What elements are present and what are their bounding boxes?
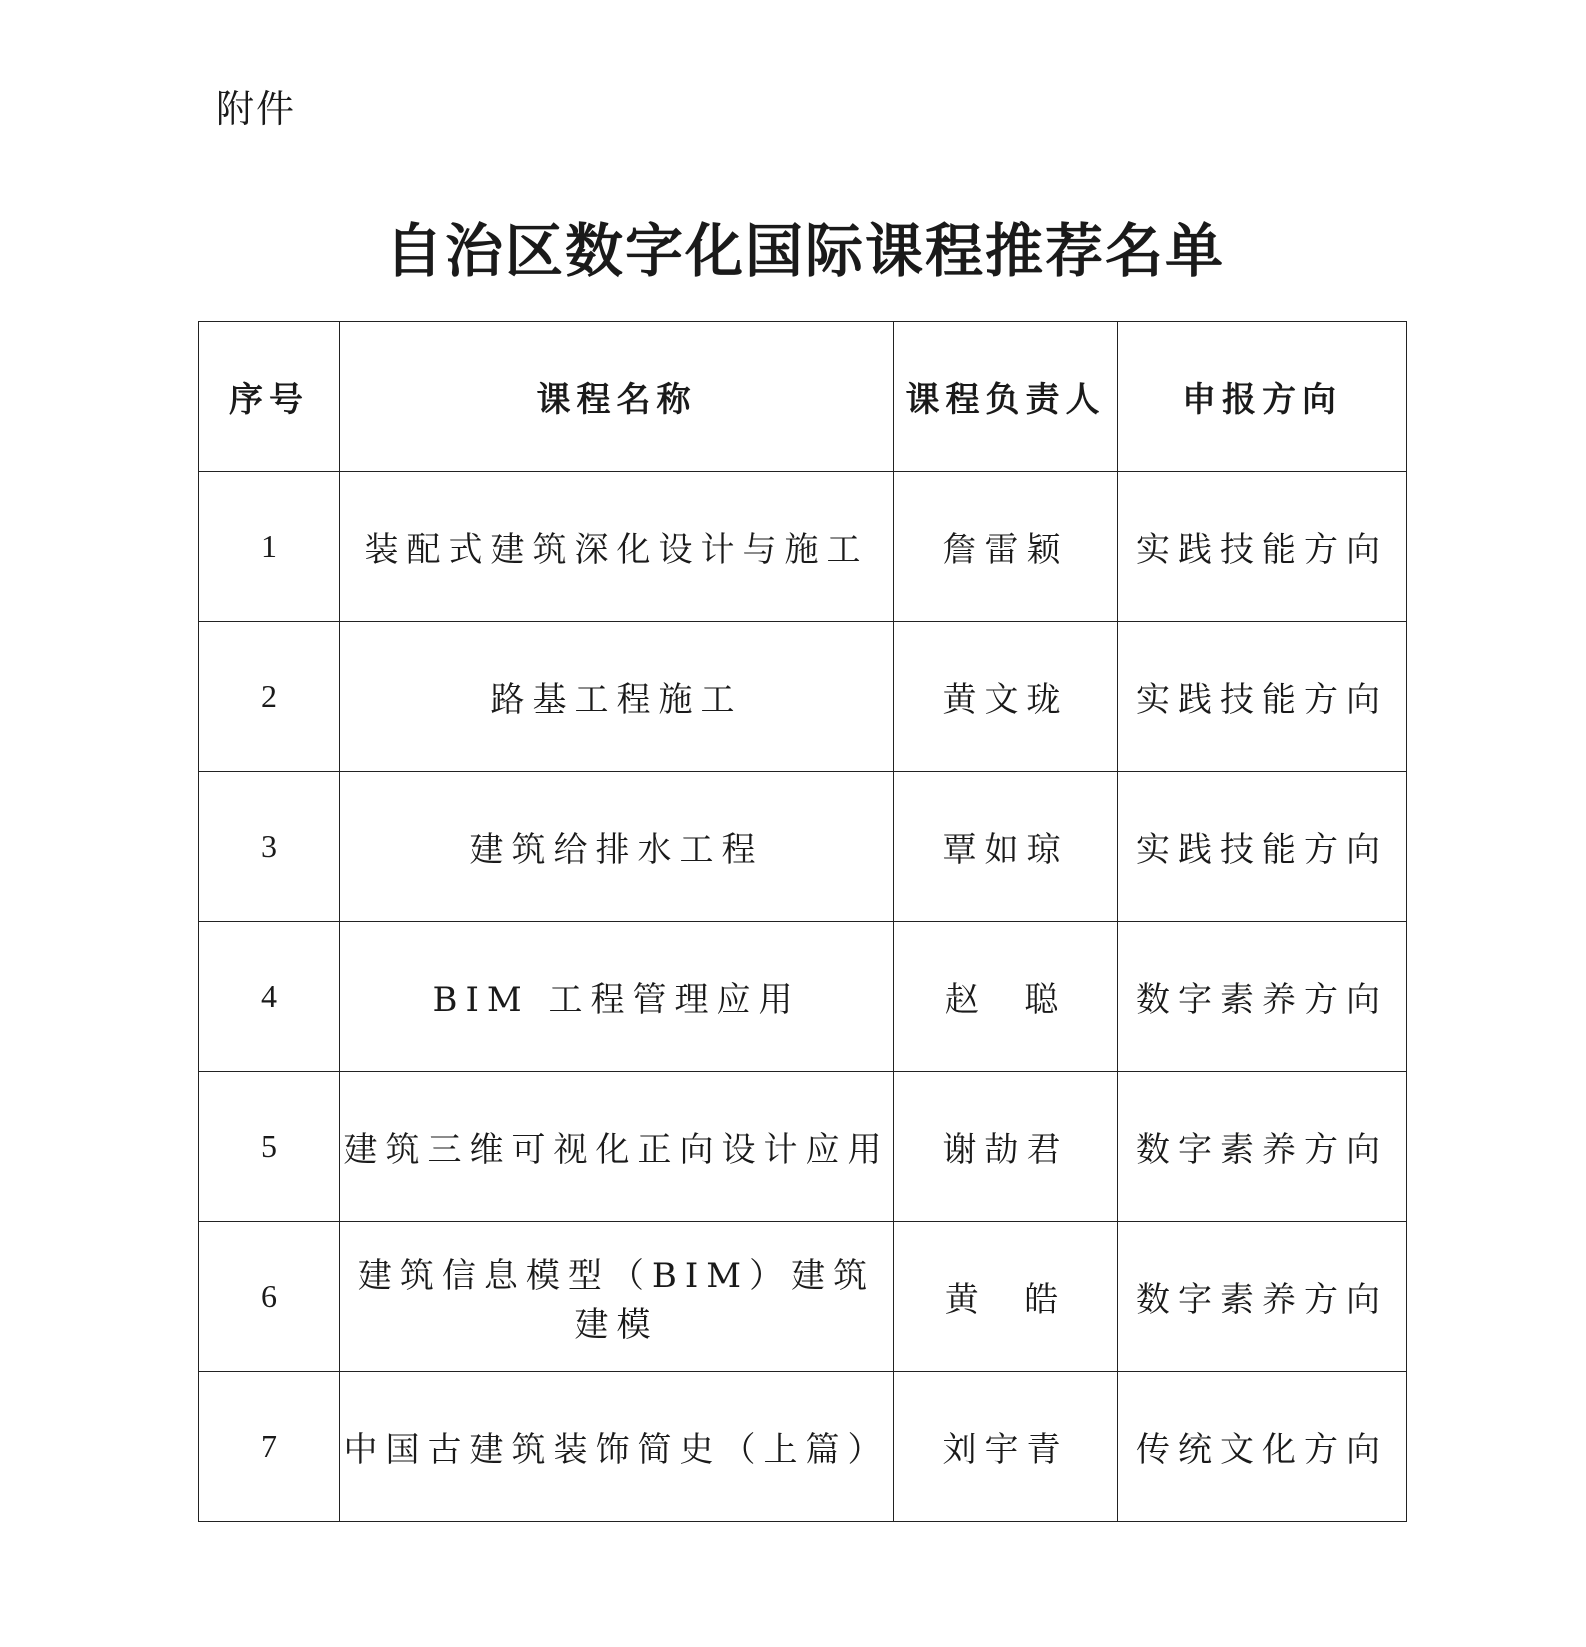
table-row — [199, 622, 1407, 772]
row-course-name: 装配式建筑深化设计与施工 — [340, 472, 894, 622]
row-course-leader: 刘宇青 — [894, 1372, 1118, 1522]
document-title: 自治区数字化国际课程推荐名单 — [384, 217, 1225, 285]
row-direction: 数字素养方向 — [1118, 1222, 1407, 1372]
row-course-leader: 黄 皓 — [894, 1222, 1118, 1372]
row-direction: 传统文化方向 — [1118, 1372, 1407, 1522]
row-course-leader: 谢劼君 — [894, 1072, 1118, 1222]
row-direction: 实践技能方向 — [1118, 772, 1407, 922]
row-course-leader: 詹雷颖 — [894, 472, 1118, 622]
table-row — [199, 772, 1407, 922]
row-course-name: 建筑三维可视化正向设计应用 — [340, 1072, 894, 1222]
row-index: 3 — [199, 772, 340, 922]
row-course-name: 路基工程施工 — [340, 622, 894, 772]
row-index: 2 — [199, 622, 340, 772]
row-index: 1 — [199, 472, 340, 622]
header-index: 序号 — [199, 322, 340, 472]
row-course-leader: 赵 聪 — [894, 922, 1118, 1072]
attachment-label: 附件 — [216, 87, 297, 131]
row-index: 5 — [199, 1072, 340, 1222]
table-row — [199, 1222, 1407, 1372]
row-index: 6 — [199, 1222, 340, 1372]
table-row — [199, 922, 1407, 1072]
course-recommendation-table — [198, 321, 1407, 1522]
header-direction: 申报方向 — [1118, 322, 1407, 472]
table-row — [199, 472, 1407, 622]
row-direction: 实践技能方向 — [1118, 472, 1407, 622]
row-direction: 实践技能方向 — [1118, 622, 1407, 772]
row-course-leader: 黄文珑 — [894, 622, 1118, 772]
row-direction: 数字素养方向 — [1118, 1072, 1407, 1222]
row-direction: 数字素养方向 — [1118, 922, 1407, 1072]
row-course-name: BIM 工程管理应用 — [340, 922, 894, 1072]
table-row — [199, 1072, 1407, 1222]
table-header-row — [199, 322, 1407, 472]
row-course-name: 建筑给排水工程 — [340, 772, 894, 922]
row-course-name: 建筑信息模型（BIM）建筑建模 — [340, 1222, 894, 1372]
row-index: 7 — [199, 1372, 340, 1522]
row-course-leader: 覃如琼 — [894, 772, 1118, 922]
header-course-leader: 课程负责人 — [894, 322, 1118, 472]
header-course-name: 课程名称 — [340, 322, 894, 472]
row-index: 4 — [199, 922, 340, 1072]
row-course-name: 中国古建筑装饰简史（上篇） — [340, 1372, 894, 1522]
table-row — [199, 1372, 1407, 1522]
